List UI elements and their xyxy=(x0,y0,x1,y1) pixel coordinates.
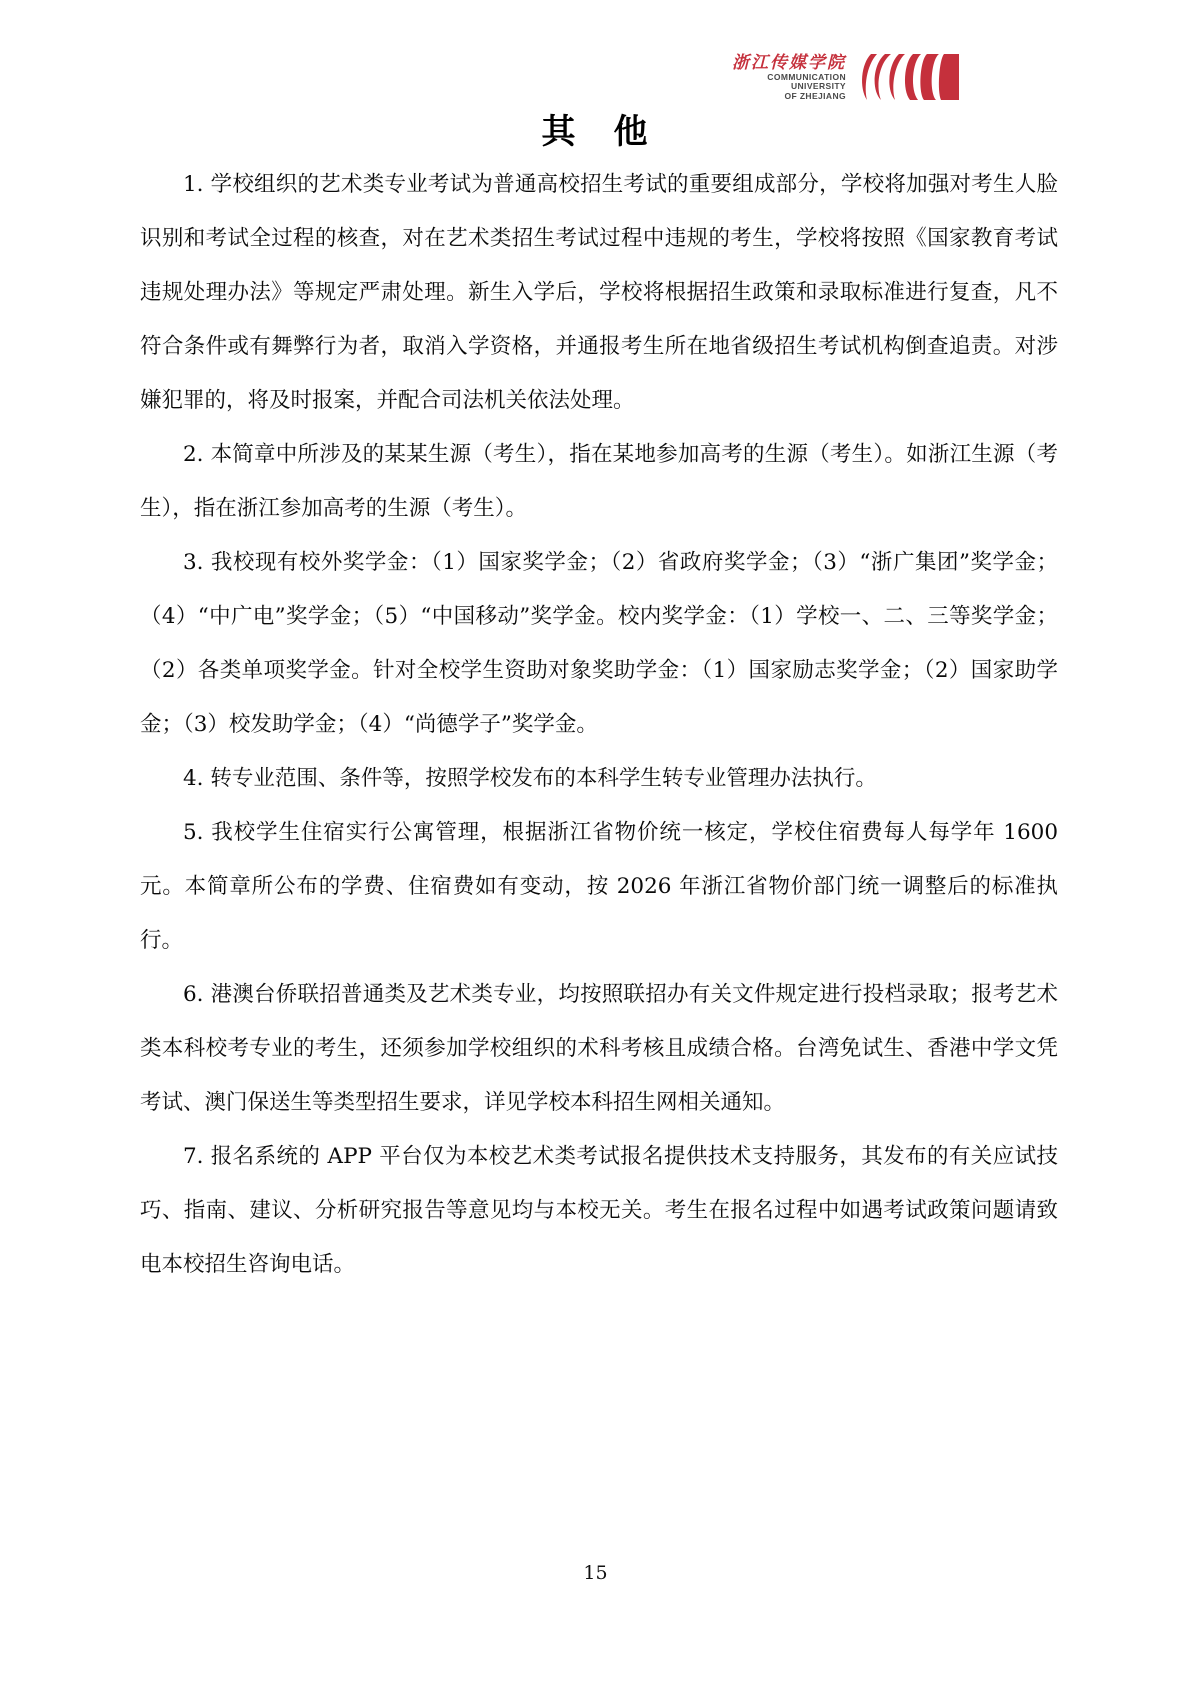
university-name-english xyxy=(767,73,846,102)
paragraph-4: 4. 转专业范围、条件等，按照学校发布的本科学生转专业管理办法执行。 xyxy=(183,766,877,791)
university-name-english-line2: UNIVERSITY xyxy=(790,81,846,92)
university-name-chinese: 浙江传媒学院 xyxy=(732,52,846,73)
university-name-english-line1: COMMUNICATION xyxy=(767,71,846,82)
paragraph-1: 1. 学校组织的艺术类专业考试为普通高校招生考试的重要组成部分，学校将加强对考生人脸识别和考试全过程的核查，对在艺术类招生考试过程中违规的考生，学校将按照《国家教育考试违规处理办法》等规定严肃处理。新生入学后，学校将根据招生政策和录取标准进行复查，凡不符合条件或有舞弊行为者，取消入学资格，并通报考生所在地省级招生考试机构倒查追责。对涉嫌犯罪的，将及时报案，并配合司法机关依法处理。 xyxy=(140,172,1058,413)
paragraph-7: 7. 报名系统的 APP 平台仅为本校艺术类考试报名提供技术支持服务，其发布的有关应试技巧、指南、建议、分析研究报告等意见均与本校无关。考生在报名过程中如遇考试政策问题请致电本校招生咨询电话。 xyxy=(140,1144,1058,1277)
paragraph-2: 2. 本简章中所涉及的某某生源（考生），指在某地参加高考的生源（考生）。如浙江生源（考生），指在浙江参加高考的生源（考生）。 xyxy=(140,442,1058,521)
university-logo xyxy=(732,52,959,102)
document-body xyxy=(140,158,1058,1292)
university-name-english-line3: OF ZHEJIANG xyxy=(784,90,846,101)
university-logo-text xyxy=(732,53,846,102)
university-logo-mark-icon xyxy=(855,52,959,102)
paragraph-3: 3. 我校现有校外奖学金：（1）国家奖学金；（2）省政府奖学金；（3）“浙广集团”奖学金；（4）“中广电”奖学金；（5）“中国移动”奖学金。校内奖学金：（1）学校一、二、三等奖学金；（2）各类单项奖学金。针对全校学生资助对象奖助学金：（1）国家励志奖学金；（2）国家助学金；（3）校发助学金；（4）“尚德学子”奖学金。 xyxy=(140,550,1058,737)
page-title: 其 他 xyxy=(541,112,650,152)
paragraph-6: 6. 港澳台侨联招普通类及艺术类专业，均按照联招办有关文件规定进行投档录取；报考艺术类本科校考专业的考生，还须参加学校组织的术科考核且成绩合格。台湾免试生、香港中学文凭考试、澳门保送生等类型招生要求，详见学校本科招生网相关通知。 xyxy=(140,982,1058,1115)
paragraph-5: 5. 我校学生住宿实行公寓管理，根据浙江省物价统一核定，学校住宿费每人每学年 1600 元。本简章所公布的学费、住宿费如有变动，按 2026 年浙江省物价部门统一调整后的标准执行。 xyxy=(140,820,1058,953)
page-number: 15 xyxy=(583,1562,608,1584)
